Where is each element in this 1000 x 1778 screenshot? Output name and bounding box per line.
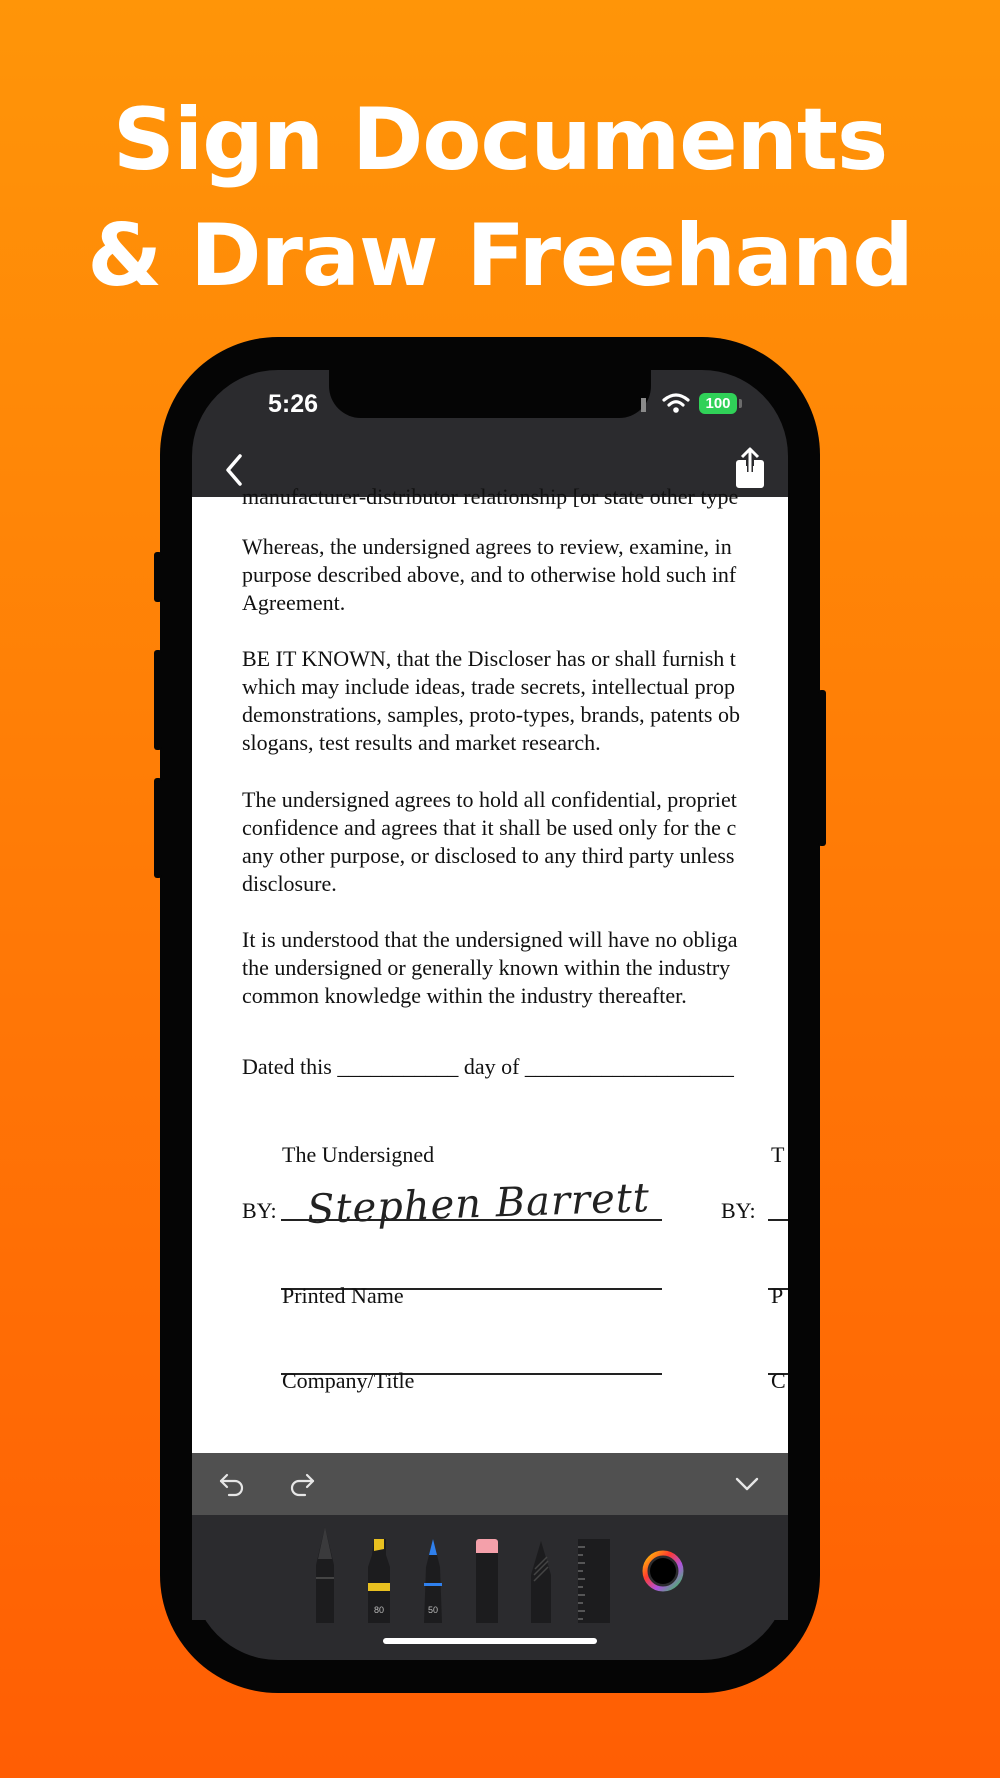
printed-name-label-right: P <box>771 1283 784 1308</box>
paragraph-line: It is understood that the undersigned will have no obliga <box>242 927 738 952</box>
pen-tool[interactable] <box>310 1525 340 1623</box>
paragraph-line: Agreement. <box>242 590 346 615</box>
document-page[interactable] <box>192 484 788 1575</box>
handwritten-signature[interactable]: Stephen Barrett <box>306 1175 651 1233</box>
phone-volume-up <box>154 650 162 750</box>
eraser-tool[interactable] <box>472 1537 502 1623</box>
paragraph-line: slogans, test results and market research. <box>242 730 601 755</box>
paragraph-line: the undersigned or generally known within the industry <box>242 955 731 980</box>
dated-line: Dated this ___________ day of ___________________ <box>242 1054 734 1079</box>
by-label-left: BY: <box>242 1198 277 1223</box>
signature-line-right <box>768 1219 788 1221</box>
chevron-down-icon[interactable] <box>734 1475 760 1493</box>
printed-name-label: Printed Name <box>282 1283 404 1308</box>
drawing-tool-tray <box>192 1515 788 1620</box>
pen-width-label: 50 <box>427 1605 438 1615</box>
paragraph-line: purpose described above, and to otherwise hold such inf <box>242 562 737 587</box>
status-time: 5:26 <box>268 390 319 418</box>
paragraph-line: common knowledge within the industry thereafter. <box>242 983 687 1008</box>
undersigned-label: The Undersigned <box>282 1142 435 1167</box>
phone-power-button <box>818 690 826 846</box>
phone-screen <box>192 370 788 1660</box>
headline-line-1: Sign Documents <box>112 90 888 190</box>
wifi-icon <box>662 392 690 414</box>
lasso-tool[interactable] <box>526 1537 556 1623</box>
by-label-right: BY: <box>721 1198 756 1223</box>
battery-tip <box>739 399 742 408</box>
paragraph-4 <box>242 926 738 1010</box>
paragraph-line: The undersigned agrees to hold all confidential, propriet <box>242 787 737 812</box>
color-picker-icon[interactable] <box>642 1550 684 1592</box>
ruler-tool[interactable] <box>576 1537 612 1623</box>
home-indicator <box>383 1638 597 1644</box>
paragraph-line: demonstrations, samples, proto-types, brands, patents ob <box>242 702 740 727</box>
redo-icon[interactable] <box>288 1471 316 1497</box>
highlighter-opacity-label: 80 <box>373 1605 384 1615</box>
paragraph-1 <box>242 533 736 617</box>
phone-volume-down <box>154 778 162 878</box>
notch <box>329 370 651 418</box>
headline-line-2: & Draw Freehand <box>87 206 913 306</box>
paragraph-line: confidence and agrees that it shall be used only for the c <box>242 815 737 840</box>
document-cutoff-line: manufacturer-distributor relationship [or state other type <box>242 484 739 509</box>
company-title-label: Company/Title <box>282 1368 415 1393</box>
markup-edit-bar <box>192 1453 788 1515</box>
company-title-label-right: C <box>771 1368 786 1393</box>
paragraph-line: any other purpose, or disclosed to any third party unless <box>242 843 735 868</box>
paragraph-line: which may include ideas, trade secrets, intellectual prop <box>242 674 735 699</box>
phone-silent-switch <box>154 552 162 602</box>
undo-icon[interactable] <box>218 1471 246 1497</box>
paragraph-line: Whereas, the undersigned agrees to review, examine, in <box>242 534 732 559</box>
signal-icon <box>639 396 649 412</box>
paragraph-3 <box>242 786 737 898</box>
paragraph-line: BE IT KNOWN, that the Discloser has or shall furnish t <box>242 646 736 671</box>
battery-icon: 100 <box>699 393 737 414</box>
right-column-label: T <box>771 1142 785 1167</box>
paragraph-line: disclosure. <box>242 871 337 896</box>
promo-headline <box>0 82 1000 314</box>
paragraph-2 <box>242 645 740 757</box>
